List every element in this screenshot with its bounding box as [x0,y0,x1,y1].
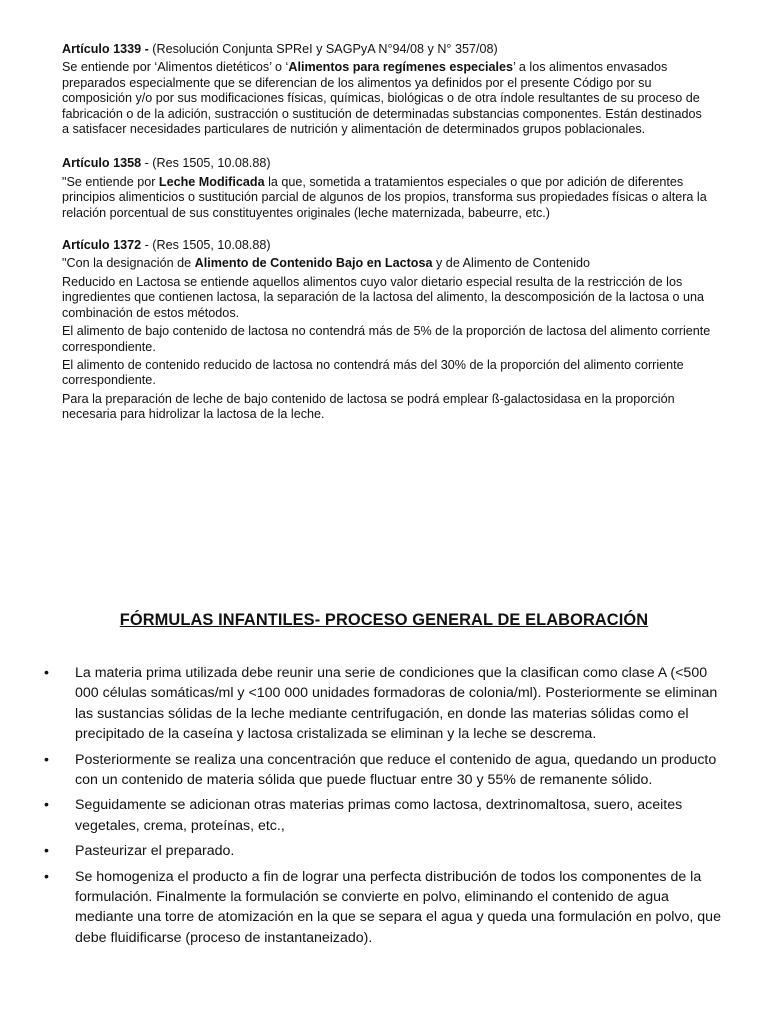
text-run: "Con la designación de [62,256,195,271]
text-run: y de Alimento de Contenido [432,256,591,271]
text-run: Se entiende por ‘Alimentos dietéticos’ o ‘ [62,60,289,75]
text-run: ’ a los alimentos envasados preparados especialmente que se diferencian de los alimentos ya definidos por el presente Código por su composición y/o por sus modificaciones físicas, químicas, biológicas o de otra índole resultantes de su proceso de fabricación o de la adición, sustracción o sustitución de determinadas substancias componentes. Están destinados a satisfacer necesidades particulares de nutrición y alimentación de determinados grupos poblacionales. [62,60,702,137]
article-paragraph [62,256,712,271]
articles-section [62,42,712,442]
bullet-icon: • [44,797,49,814]
section-title: FÓRMULAS INFANTILES- PROCESO GENERAL DE ELABORACIÓN [119,611,649,629]
bold-term: Alimentos para regímenes especiales [288,60,514,75]
text-run: "Se entiende por [62,174,159,189]
bullet-icon: • [44,665,49,681]
article-number: Artículo 1372 [62,238,142,253]
article-paragraph: El alimento de bajo contenido de lactosa no contendrá más de 5% de la proporción de lactosa del alimento corriente correspondiente. [62,324,711,354]
article-paragraph [62,60,712,137]
list-item [40,663,730,745]
article-paragraph: El alimento de contenido reducido de lactosa no contendrá más del 30% de la proporción del alimento corriente correspondiente. [62,357,684,388]
bullet-icon: • [44,868,49,885]
article-heading [62,238,712,253]
bold-term: Leche Modificada [158,174,265,189]
list-item [40,750,730,791]
article-number: Artículo 1339 - [62,42,149,56]
article-reference: - (Res 1505, 10.08.88) [141,238,271,253]
list-item-text: Se homogeniza el producto a fin de lograr una perfecta distribución de todos los componentes de la formulación. Finalmente la formulación se convierte en polvo, eliminando el contenido de agua mediante una torre de atomización en la que se separa el agua y queda una formulación en polvo, que debe fluidificarse (proceso de instantaneizado). [75,868,721,946]
article-paragraph [62,175,712,221]
process-steps-list [40,663,730,953]
article-1372 [62,238,712,422]
list-item-text: Pasteurizar el preparado. [75,843,235,860]
article-heading [62,42,712,57]
article-heading [62,156,712,171]
bullet-icon: • [44,751,49,768]
article-reference: - (Res 1505, 10.08.88) [141,156,271,171]
article-1339 [62,42,712,137]
bold-term: Alimento de Contenido Bajo en Lactosa [194,256,433,271]
list-item [40,867,730,949]
text-run: la que, sometida a tratamientos especiales o que por adición de diferentes principios alimenticios o sustitución parcial de algunos de los propios, transforma sus propiedades físicas o altera la relación porcentual de sus constituyentes originales (leche maternizada, babeurre, etc.) [62,174,707,220]
bullet-icon: • [44,843,49,860]
list-item-text: La materia prima utilizada debe reunir una serie de condiciones que la clasifican como clase A (<500 000 células somáticas/ml y <100 000 unidades formadoras de colonia/ml). Posteriormente se eliminan las sustancias sólidas de la leche mediante centrifugación, en donde las materias sólidas como el precipitado de la caseína y lactosa cristalizada se eliminan y la leche se descrema. [75,665,718,743]
article-paragraph: Para la preparación de leche de bajo contenido de lactosa se podrá emplear ß-galactosidasa en la proporción necesaria para hidrolizar la lactosa de la leche. [62,391,675,422]
list-item [40,841,730,861]
list-item [40,795,730,836]
list-item-text: Posteriormente se realiza una concentración que reduce el contenido de agua, quedando un producto con un contenido de materia sólida que puede fluctuar entre 30 y 55% de remanente sólido. [75,751,717,789]
list-item-text: Seguidamente se adicionan otras materias primas como lactosa, dextrinomaltosa, suero, aceites vegetales, crema, proteínas, etc., [75,797,683,834]
article-reference: (Resolución Conjunta SPReI y SAGPyA N°94/08 y N° 357/08) [148,42,498,56]
article-paragraph: Reducido en Lactosa se entiende aquellos alimentos cuyo valor dietario especial resulta de la restricción de los ingredientes que contienen lactosa, la separación de la lactosa del alimento, la descomposición de la lactosa o una combinación de estos métodos. [62,274,704,320]
article-1358 [62,156,712,221]
article-number: Artículo 1358 [62,156,142,171]
